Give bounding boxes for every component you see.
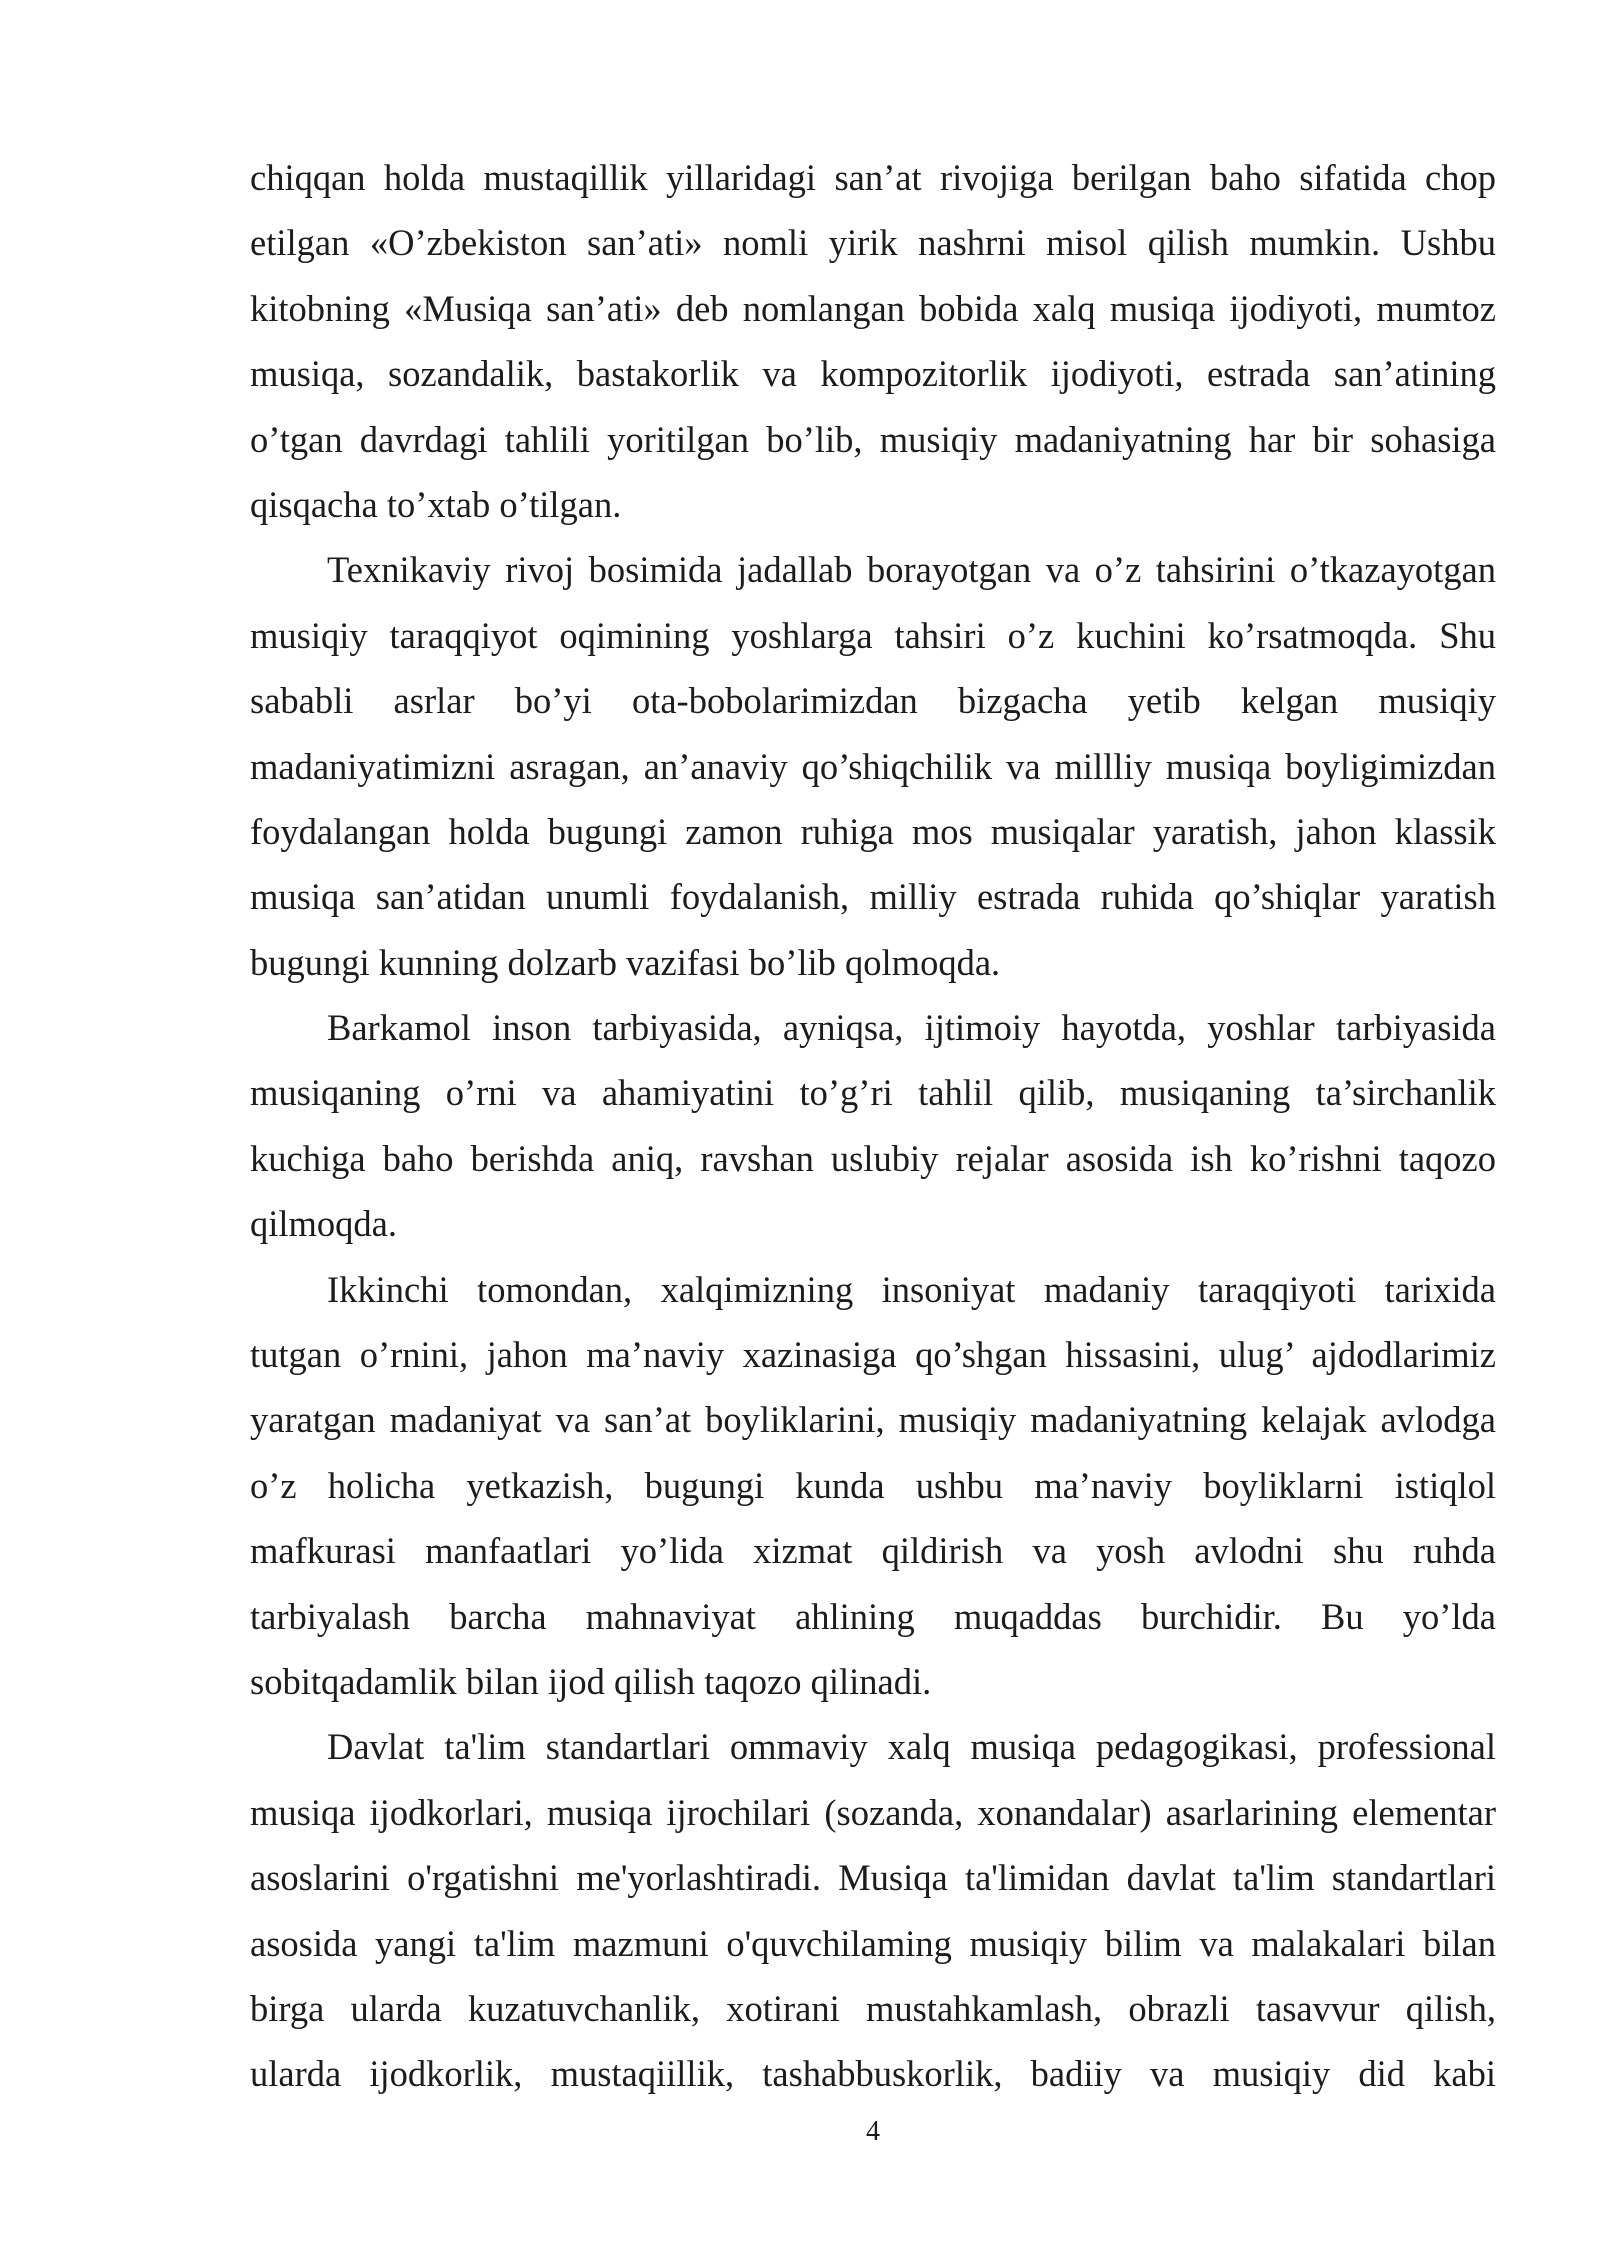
text-line: madaniyatimizni asragan, an’anaviy qo’shiqchilik va millliy musiqa boyligimizdan: [250, 745, 1496, 787]
text-line: sobitqadamlik bilan ijod qilish taqozo qilinadi.: [250, 1660, 932, 1702]
text-line: sababli asrlar bo’yi ota-bobolarimizdan bizgacha yetib kelgan musiqiy: [250, 680, 1496, 722]
text-line: etilgan «O’zbekiston san’ati» nomli yirik nashrni misol qilish mumkin. Ushbu: [250, 222, 1496, 264]
text-line: musiqaning o’rni va ahamiyatini to’g’ri tahlil qilib, musiqaning ta’sirchanlik: [250, 1072, 1496, 1114]
text-line: ularda ijodkorlik, mustaqiillik, tashabbuskorlik, badiiy va musiqiy did kabi: [250, 2053, 1496, 2095]
text-line: Barkamol inson tarbiyasida, ayniqsa, ijtimoiy hayotda, yoshlar tarbiyasida: [327, 1007, 1496, 1049]
text-line: musiqa san’atidan unumli foydalanish, milliy estrada ruhida qo’shiqlar yaratish: [250, 876, 1496, 918]
text-line: Ikkinchi tomondan, xalqimizning insoniyat madaniy taraqqiyoti tarixida: [327, 1268, 1496, 1310]
text-line: asosida yangi ta'lim mazmuni o'quvchilaming musiqiy bilim va malakalari bilan: [250, 1922, 1496, 1964]
text-line: kuchiga baho berishda aniq, ravshan uslubiy rejalar asosida ish ko’rishni taqozo: [250, 1137, 1496, 1179]
paragraph-4: [250, 1257, 1496, 1715]
text-line: musiqa ijodkorlari, musiqa ijrochilari (sozanda, xonandalar) asarlarining elementar: [250, 1791, 1496, 1833]
text-line: o’z holicha yetkazish, bugungi kunda ushbu ma’naviy boyliklarni istiqlol: [250, 1464, 1496, 1506]
text-line: musiqiy taraqqiyot oqimining yoshlarga tahsiri o’z kuchini ko’rsatmoqda. Shu: [250, 614, 1496, 656]
body-text: [250, 145, 1496, 2107]
paragraph-1: [250, 145, 1496, 537]
text-line: birga ularda kuzatuvchanlik, xotirani mustahkamlash, obrazli tasavvur qilish,: [250, 1987, 1496, 2029]
paragraph-5: [250, 1714, 1496, 2106]
text-line: tutgan o’rnini, jahon ma’naviy xazinasiga qo’shgan hissasini, ulug’ ajdodlarimiz: [250, 1334, 1496, 1376]
text-line: mafkurasi manfaatlari yo’lida xizmat qildirish va yosh avlodni shu ruhda: [250, 1530, 1496, 1572]
paragraph-2: [250, 537, 1496, 995]
text-line: asoslarini o'rgatishni me'yorlashtiradi. Musiqa ta'limidan davlat ta'lim standartlari: [250, 1857, 1496, 1899]
text-line: o’tgan davrdagi tahlili yoritilgan bo’lib, musiqiy madaniyatning har bir sohasiga: [250, 418, 1496, 460]
text-line: musiqa, sozandalik, bastakorlik va kompozitorlik ijodiyoti, estrada san’atining: [250, 353, 1496, 395]
text-line: foydalangan holda bugungi zamon ruhiga mos musiqalar yaratish, jahon klassik: [250, 810, 1496, 852]
text-line: chiqqan holda mustaqillik yillaridagi san’at rivojiga berilgan baho sifatida chop: [250, 157, 1496, 198]
text-line: Texnikaviy rivoj bosimida jadallab borayotgan va o’z tahsirini o’tkazayotgan: [327, 549, 1496, 591]
page-number: 4: [866, 2116, 880, 2147]
text-line: bugungi kunning dolzarb vazifasi bo’lib qolmoqda.: [250, 941, 1001, 983]
text-line: tarbiyalash barcha mahnaviyat ahlining muqaddas burchidir. Bu yo’lda: [250, 1595, 1496, 1637]
text-line: kitobning «Musiqa san’ati» deb nomlangan bobida xalq musiqa ijodiyoti, mumtoz: [250, 287, 1496, 329]
paragraph-3: [250, 995, 1496, 1257]
text-line: qilmoqda.: [250, 1203, 397, 1245]
text-line: yaratgan madaniyat va san’at boyliklarini, musiqiy madaniyatning kelajak avlodga: [250, 1399, 1496, 1441]
text-line: qisqacha to’xtab o’tilgan.: [250, 483, 622, 525]
text-line: Davlat ta'lim standartlari ommaviy xalq musiqa pedagogikasi, professional: [327, 1726, 1496, 1768]
